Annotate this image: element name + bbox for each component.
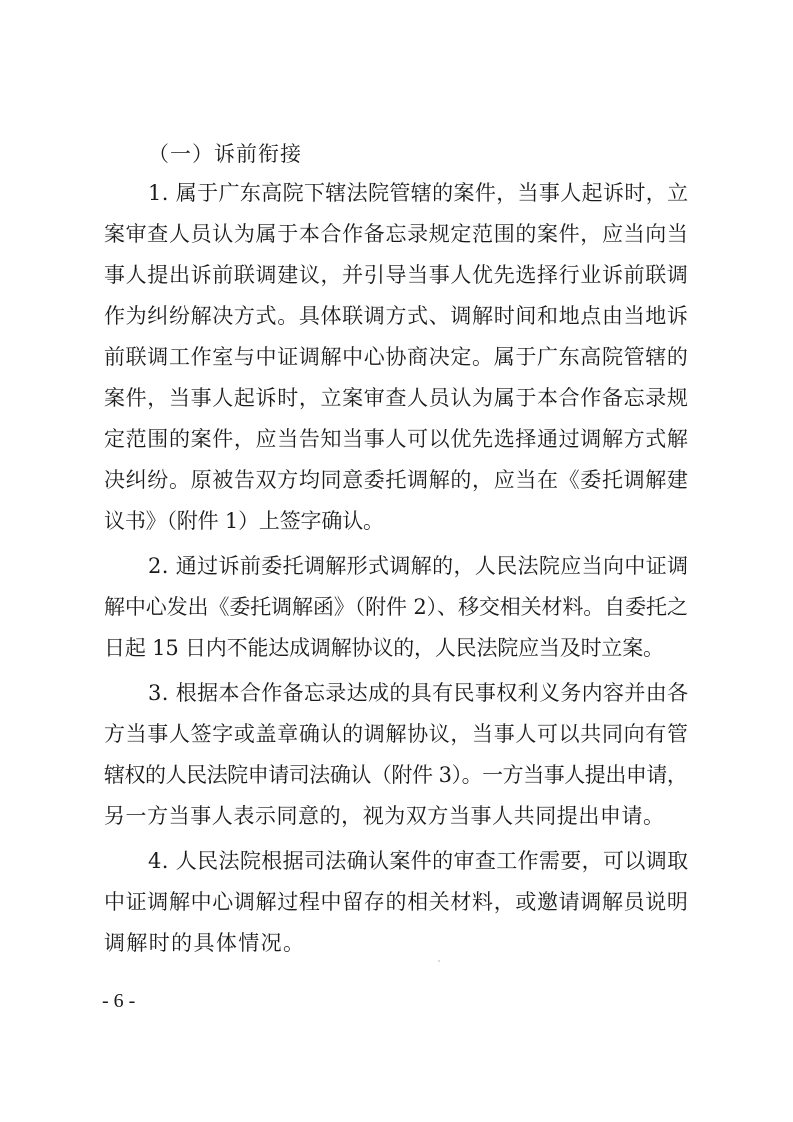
paragraph-1-line-3: 事人提出诉前联调建议，并引导当事人优先选择行业诉前联调 [104, 263, 689, 287]
scan-speck [438, 960, 440, 962]
paragraph-1-line-9: 议书》（附件 1）上签字确认。 [104, 509, 384, 533]
paragraph-1-line-4: 作为纠纷解决方式。具体联调方式、调解时间和地点由当地诉 [104, 304, 689, 328]
paragraph-1-line-6: 案件，当事人起诉时，立案审查人员认为属于本合作备忘录规 [104, 386, 689, 410]
paragraph-1-line-1: 1. 属于广东高院下辖法院管辖的案件，当事人起诉时，立 [148, 181, 689, 205]
paragraph-1-line-8: 决纠纷。原被告双方均同意委托调解的，应当在《委托调解建 [104, 468, 689, 492]
paragraph-1-line-7: 定范围的案件，应当告知当事人可以优先选择通过调解方式解 [104, 427, 689, 451]
paragraph-3-line-1: 3. 根据本合作备忘录达成的具有民事权利义务内容并由各 [148, 681, 689, 705]
paragraph-2-line-2: 解中心发出《委托调解函》（附件 2）、移交相关材料。自委托之 [104, 595, 688, 619]
section-heading: （一）诉前衔接 [148, 142, 302, 166]
paragraph-4-line-2: 中证调解中心调解过程中留存的相关材料，或邀请调解员说明 [104, 890, 689, 914]
paragraph-4-line-3: 调解时的具体情况。 [104, 931, 306, 955]
paragraph-1-line-5: 前联调工作室与中证调解中心协商决定。属于广东高院管辖的 [104, 345, 689, 369]
paragraph-2-line-1: 2. 通过诉前委托调解形式调解的，人民法院应当向中证调 [148, 554, 689, 578]
paragraph-1-line-2: 案审查人员认为属于本合作备忘录规定范围的案件，应当向当 [104, 222, 689, 246]
page-number: - 6 - [102, 990, 136, 1012]
paragraph-3-line-3: 辖权的人民法院申请司法确认（附件 3）。一方当事人提出申请， [104, 763, 688, 787]
paragraph-2-line-3: 日起 15 日内不能达成调解协议的，人民法院应当及时立案。 [104, 636, 664, 660]
paragraph-4-line-1: 4. 人民法院根据司法确认案件的审查工作需要，可以调取 [148, 849, 689, 873]
paragraph-3-line-4: 另一方当事人表示同意的，视为双方当事人共同提出申请。 [104, 804, 665, 828]
paragraph-3-line-2: 方当事人签字或盖章确认的调解协议，当事人可以共同向有管 [104, 722, 689, 746]
